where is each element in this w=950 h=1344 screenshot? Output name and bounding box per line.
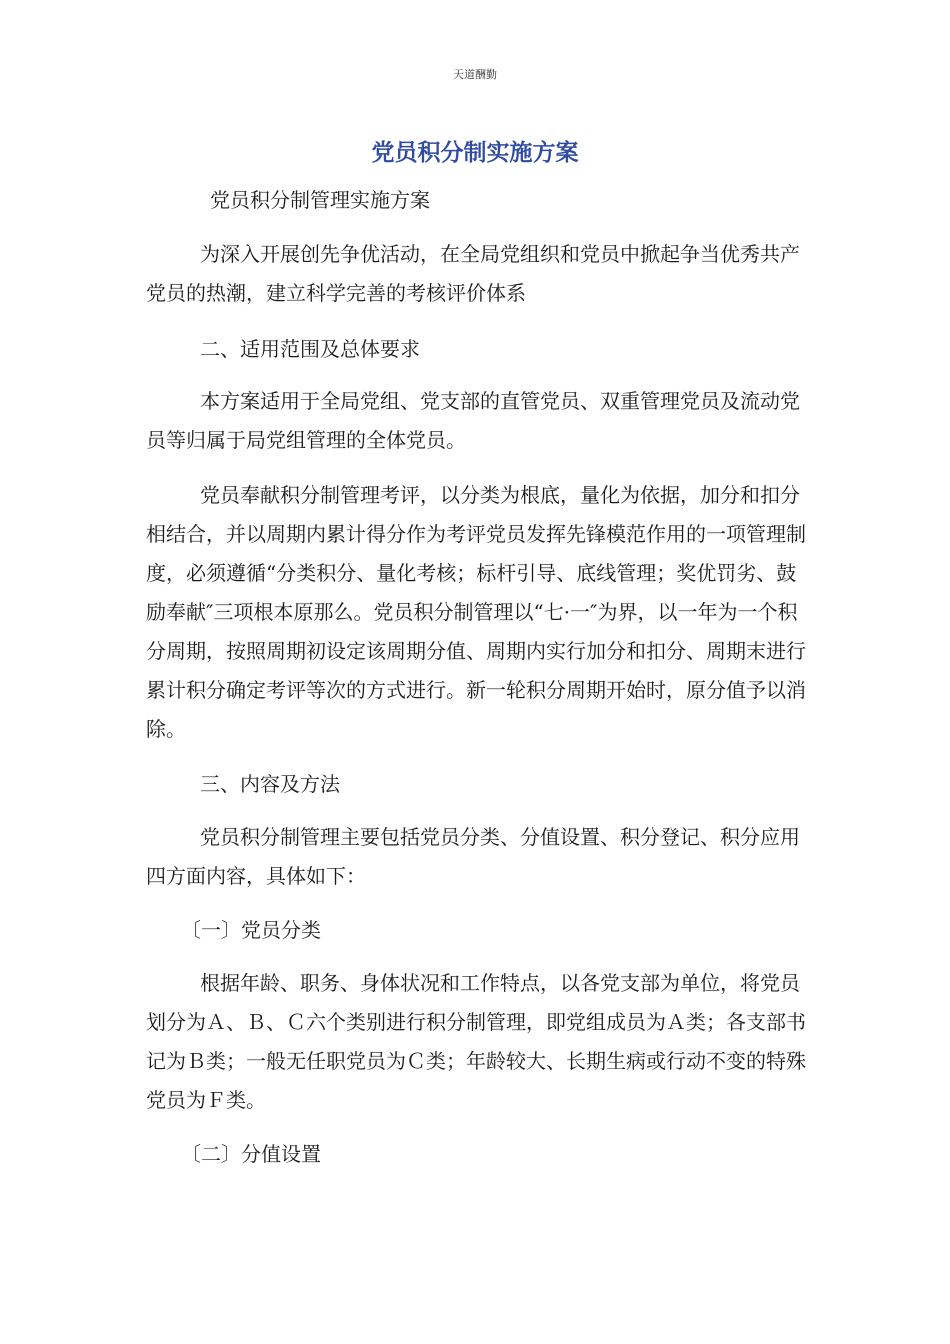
heading-score-setting: 〔二〕分值设置	[181, 1142, 321, 1166]
page-header: 天道酬勤	[453, 68, 497, 81]
heading-content-methods: 三、内容及方法	[200, 772, 340, 796]
document-subtitle: 党员积分制管理实施方案	[210, 188, 430, 212]
document-title: 党员积分制实施方案	[371, 140, 579, 166]
heading-scope: 二、适用范围及总体要求	[200, 337, 420, 361]
paragraph-intro: 为深入开展创先争优活动，在全局党组织和党员中掀起争当优秀共产党员的热潮，建立科学完善的考核评价体系	[146, 242, 800, 305]
paragraph-content: 党员积分制管理主要包括党员分类、分值设置、积分登记、积分应用四方面内容，具体如下：	[146, 825, 800, 888]
heading-member-classification: 〔一〕党员分类	[181, 918, 321, 942]
paragraph-evaluation: 党员奉献积分制管理考评，以分类为根底，量化为依据，加分和扣分相结合，并以周期内累计得分作为考评党员发挥先锋模范作用的一项管理制度，必须遵循“分类积分、量化考核；标杆引导、底线管理；奖优罚劣、鼓励奉献″三项根本原那么。党员积分制管理以“七·一″为界，以一年为一个积分周期，按照周期初设定该周期分值、周期内实行加分和扣分、周期末进行累计积分确定考评等次的方式进行。新一轮积分周期开始时，原分值予以消除。	[146, 483, 806, 741]
paragraph-classification: 根据年龄、职务、身体状况和工作特点，以各党支部为单位，将党员划分为Ａ、Ｂ、Ｃ六个类别进行积分制管理，即党组成员为Ａ类；各支部书记为Ｂ类；一般无任职党员为Ｃ类；年龄较大、长期生病或行动不变的特殊党员为Ｆ类。	[146, 971, 806, 1112]
paragraph-scope: 本方案适用于全局党组、党支部的直管党员、双重管理党员及流动党员等归属于局党组管理的全体党员。	[146, 389, 800, 452]
